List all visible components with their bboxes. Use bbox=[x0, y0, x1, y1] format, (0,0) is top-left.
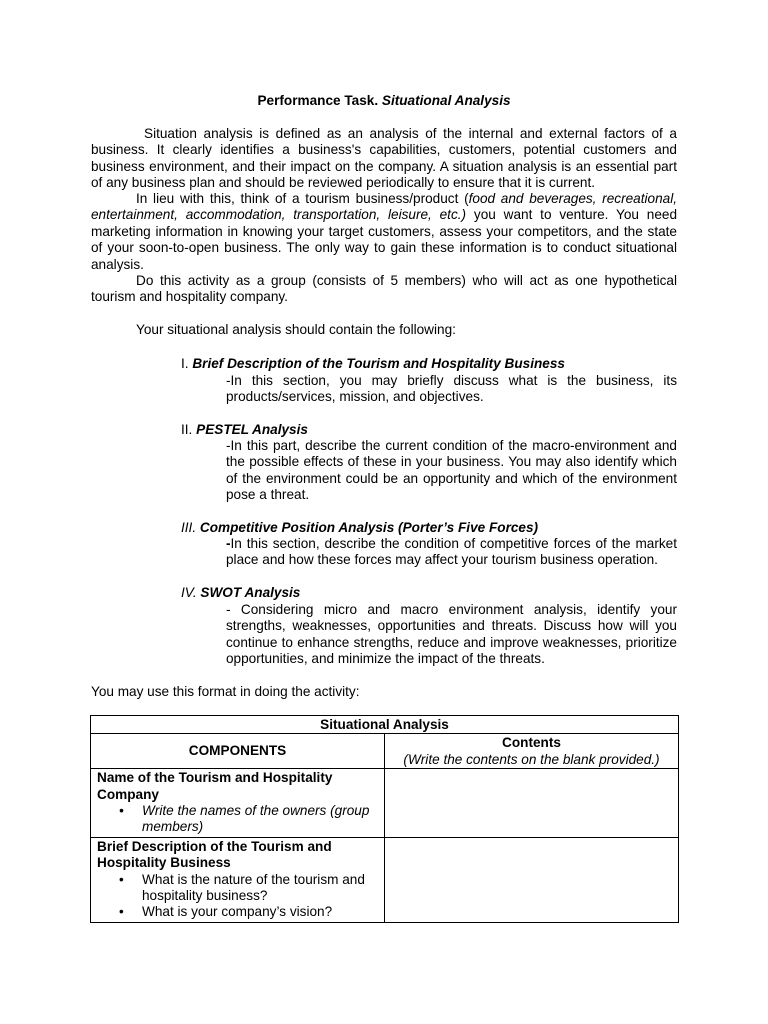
intro-text-1: Situation analysis is defined as an analysis of the internal and external factors of a business. It clearly identifies a business's capabilities, customers, potential customers and business environment, and their impact on the company. A situation analysis is an essential part of any business plan and should be reviewed periodically to ensure that it is current. bbox=[91, 126, 677, 191]
section-1-body: -In this section, you may briefly discuss what is the business, its products/services, mission, and objectives. bbox=[226, 373, 677, 405]
intro-text-2-italic: food and beverages, recreational, entertainment, accommodation, transportation, leisure, etc.) bbox=[91, 191, 677, 223]
intro-text-2a: In lieu with this, think of a tourism business/product ( bbox=[136, 191, 469, 206]
section-2-numeral: II. bbox=[181, 422, 193, 437]
column-components: COMPONENTS bbox=[91, 734, 385, 769]
section-4-title: SWOT Analysis bbox=[200, 585, 301, 600]
intro-paragraph-1 bbox=[91, 126, 677, 192]
section-2-body: -In this part, describe the current condition of the macro-environment and the possible effects of these in your business. You may also identify which of the environment could be an opportunity and which of the environment pose a threat. bbox=[226, 438, 677, 503]
section-1-heading bbox=[181, 356, 677, 372]
section-2-heading bbox=[181, 422, 677, 438]
row-title: Brief Description of the Tourism and Hospitality Business bbox=[97, 838, 332, 871]
column-contents-subtitle: (Write the contents on the blank provided.) bbox=[403, 751, 660, 767]
section-4-body: - Considering micro and macro environment analysis, identify your strengths, weaknesses, opportunities and threats. Discuss how will you continue to enhance strengths, reduce and improve weaknesses, prioritize opportunities, and minimize the impact of the threats. bbox=[226, 602, 677, 667]
column-contents bbox=[385, 734, 679, 769]
bullet-item: • What is the nature of the tourism and hospitality business? bbox=[142, 872, 378, 905]
section-4-numeral: IV. bbox=[181, 585, 197, 600]
content-blank-cell[interactable] bbox=[385, 769, 679, 838]
row-bullets bbox=[97, 872, 378, 921]
title-italic: Situational Analysis bbox=[381, 93, 511, 108]
row-bullets bbox=[97, 803, 378, 836]
format-note: You may use this format in doing the activity: bbox=[91, 684, 360, 699]
table-row bbox=[91, 837, 679, 922]
section-1-numeral: I. bbox=[181, 356, 189, 371]
section-2-title: PESTEL Analysis bbox=[196, 422, 308, 437]
situational-analysis-table bbox=[90, 715, 679, 923]
intro-text-3: Do this activity as a group (consists of 5 members) who will act as one hypothetical tourism and hospitality company. bbox=[91, 273, 677, 305]
section-3-text: In this section, describe the condition of competitive forces of the market place and how these forces may affect your tourism business operation. bbox=[226, 536, 677, 568]
intro-paragraph-2 bbox=[91, 191, 677, 273]
page-title bbox=[0, 93, 768, 109]
intro-text-2 bbox=[91, 191, 677, 273]
section-3-title: Competitive Position Analysis (Porter’s Five Forces) bbox=[199, 520, 539, 535]
intro-paragraph-4 bbox=[91, 322, 677, 338]
table-row bbox=[91, 769, 679, 838]
bullet-item: • What is your company’s vision? bbox=[142, 904, 378, 920]
intro-text-4: Your situational analysis should contain the following: bbox=[136, 322, 456, 337]
table-header: Situational Analysis bbox=[91, 716, 679, 734]
section-3-numeral: III. bbox=[181, 520, 197, 535]
bullet-item: • Write the names of the owners (group members) bbox=[142, 803, 378, 836]
section-3-dash: - bbox=[226, 536, 231, 551]
column-contents-title: Contents bbox=[502, 735, 561, 751]
title-prefix: Performance Task. bbox=[257, 93, 379, 108]
component-cell bbox=[91, 769, 385, 838]
intro-text-2b: you want to venture. You need marketing information in knowing your target customers, assess your competitors, and the state of your soon-to-open business. The only way to gain these information is to conduct situational analysis. bbox=[91, 207, 678, 272]
intro-paragraph-3 bbox=[91, 273, 677, 306]
section-1-title: Brief Description of the Tourism and Hospitality Business bbox=[192, 356, 565, 371]
row-title: Name of the Tourism and Hospitality Company bbox=[97, 770, 333, 802]
section-4-heading bbox=[181, 585, 677, 601]
content-blank-cell[interactable] bbox=[385, 837, 679, 922]
section-3-heading bbox=[181, 520, 677, 536]
section-3-body bbox=[226, 536, 677, 569]
component-cell bbox=[91, 837, 385, 922]
